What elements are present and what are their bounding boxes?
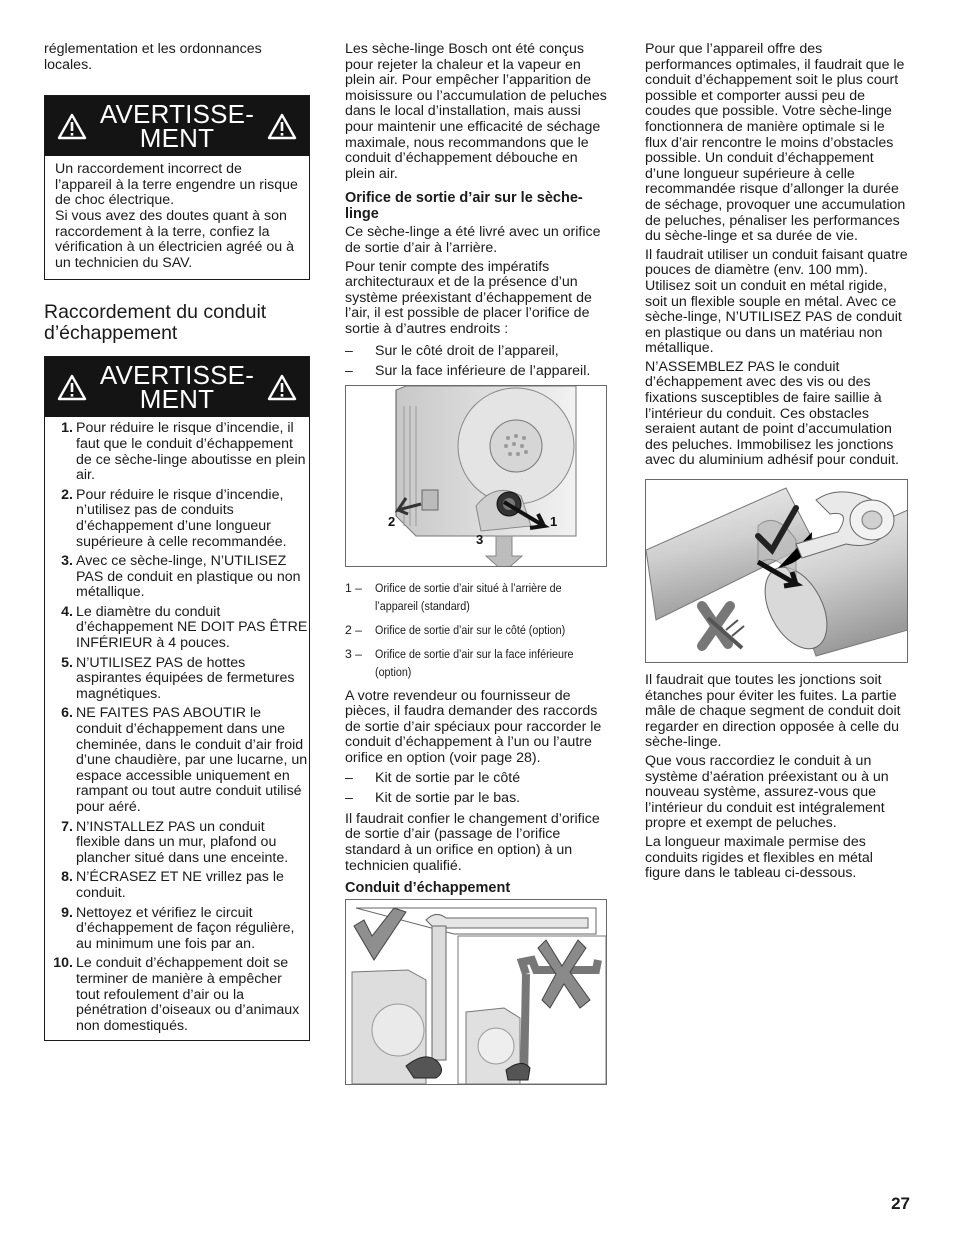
list-number: 2. [61,486,73,503]
warning-box-exhaust [44,356,310,1041]
list-number: 1. [61,420,73,437]
list-item: – Sur le côté droit de l’appareil, [345,344,607,360]
body-text: La longueur maximale permise des conduits rigides et flexibles en métal figure dans le tableau ci-dessous. [645,833,873,882]
subheading-exhaust-duct: Conduit d’échappement [345,880,511,897]
page-number: 27 [891,1194,910,1213]
figure-label-2: 2 [388,513,396,529]
body-text: Pour tenir compte des impératifs architecturaux et de la présence d’un système préexistant d’échappement de l’air, il est possible de placer l’orifice de sortie à d’autres endroits : [345,258,592,337]
list-number: 7. [61,818,73,835]
warning-body [45,156,309,279]
list-item: – Kit de sortie par le bas. [345,791,607,807]
column-right [645,42,908,882]
warning-triangle-icon [267,374,297,401]
warning-list-item [45,956,309,1034]
duct-joint-illustration [645,479,908,663]
body-text: Il faudrait utiliser un conduit faisant quatre pouces de diamètre (env. 100 mm). Utilisez soit un conduit en métal rigide, soit un flexible souple en métal. Avec ce sèche-linge, N’UTILISEZ PAS de conduit en plastique ou dans un matériau non métallique. [645,246,908,357]
list-item: – Sur la face inférieure de l’appareil. [345,364,607,380]
warning-list [45,421,309,1040]
warning-list-item [45,421,309,483]
body-text: Ce sèche-linge a été livré avec un orifice de sortie d’air à l’arrière. [345,224,601,256]
warning-list-item [45,820,309,867]
subheading-outlet: Orifice de sortie d’air sur le sèche-linge [345,190,583,223]
list-number: 10. [53,955,73,972]
list-text: N’INSTALLEZ PAS un conduit flexible dans un mur, plafond ou plancher situé dans une enceinte. [76,818,289,866]
warning-triangle-icon [57,374,87,401]
body-text: Il faudrait que toutes les jonctions soit étanches pour éviter les fuites. La partie mâle de chaque segment de conduit doit regarder en direction opposée à celle du sèche-linge. [645,672,901,751]
list-text: Le diamètre du conduit d’échappement NE DOIT PAS ÊTRE INFÉRIEUR à 4 pouces. [76,603,308,652]
list-text: Le conduit d’échappement doit se terminer de manière à empêcher tout refoulement d’air ou la pénétration d’oiseaux ou d’animaux non domestiqués. [76,955,300,1034]
body-text: A votre revendeur ou fournisseur de pièces, il faudra demander des raccords de sortie d’air spéciaux pour raccorder le conduit d’échappement à l’un ou l’autre orifice en option (voir page 28). [345,687,602,767]
body-text: N’ASSEMBLEZ PAS le conduit d’échappement avec des vis ou des fixations susceptibles de faire saillie à l’intérieur du conduit. Ces obstacles seraient autant de point d’accumulation des peluches. Immobilisez les jonctions avec du aluminium adhésif pour conduit. [645,358,899,469]
warning-list-item [45,488,309,550]
dryer-back-drawing [346,386,606,566]
legend-key: 1 – [345,580,362,595]
list-text: N’UTILISEZ PAS de hottes aspirantes équipées de fermetures magnétiques. [76,654,295,702]
warning-text: Si vous avez des doutes quant à son raccordement à la terre, confiez la vérification à un électricien agréé ou à un technicien du SAV. [55,207,294,271]
dryer-outlet-illustration [345,385,607,567]
list-number: 3. [61,553,73,570]
warning-title: AVERTISSE- MENT [99,360,255,415]
warning-text: Un raccordement incorrect de l’appareil à la terre engendre un risque de choc électrique. [55,161,298,209]
dash-list-kits [345,771,607,807]
warning-list-item [45,870,309,901]
list-number: 8. [61,869,73,886]
legend-row [345,621,607,639]
intro-text: réglementation et les ordonnances locales. [44,41,262,73]
dash-list-locations [345,344,607,380]
warning-list-item [45,605,309,652]
list-text: Pour réduire le risque d’incendie, n’utilisez pas de conduits d’échappement d’une longueur supérieure à celle recommandée. [76,486,287,550]
body-text: Que vous raccordiez le conduit à un système d’aération préexistant ou à un nouveau système, assurez-vous que l’intérieur du conduit est intégralement propre et exempt de peluches. [645,753,889,832]
list-text: Pour réduire le risque d’incendie, il faut que le conduit d’échappement de ce sèche-linge aboutisse en plein air. [76,420,306,484]
body-text: Les sèche-linge Bosch ont été conçus pour rejeter la chaleur et la vapeur en plein air. Pour empêcher l’apparition de moisissure ou l’accumulation de peluches dans le local d’installation, mais aussi pour maintenir une efficacité de séchage maximale, nous recommandons que le conduit d’échappement débouche en plein air. [345,41,607,182]
warning-list-item [45,554,309,601]
warning-list-item [45,906,309,953]
warning-list-item [45,656,309,703]
body-text: Il faudrait confier le changement d’orifice de sortie d’air (passage de l’orifice standard à un orifice en option) à un technicien qualifié. [345,810,600,874]
legend-row [345,579,607,615]
warning-box-grounding [44,95,310,280]
list-number: 4. [61,603,73,620]
legend-text: Orifice de sortie d’air sur le côté (option) [375,622,566,637]
warning-list-item [45,706,309,815]
exhaust-duct-illustration [345,899,607,1085]
duct-tape-drawing [646,480,907,662]
legend-key: 3 – [345,646,362,661]
list-number: 6. [61,705,73,722]
list-text: NE FAITES PAS ABOUTIR le conduit d’échappement dans une cheminée, dans le conduit d’air froid d’une chaudière, par une lucarne, un espace accessible uniquement en rampant ou tout autre conduit utilisé pour aéré. [76,705,308,815]
figure-legend [345,579,607,681]
figure-label-1: 1 [550,513,558,529]
list-number: 5. [61,654,73,671]
list-text: Avec ce sèche-linge, N’UTILISEZ PAS de conduit en plastique ou non métallique. [76,553,301,601]
list-text: N’ÉCRASEZ ET NE vrillez pas le conduit. [76,869,284,901]
warning-triangle-icon [267,113,297,140]
legend-text: Orifice de sortie d’air sur la face inférieure (option) [375,646,574,679]
warning-header [45,357,309,417]
legend-row [345,645,607,681]
legend-text: Orifice de sortie d’air situé à l’arrière de l’appareil (standard) [375,580,562,613]
column-left [44,42,310,1041]
list-item: – Kit de sortie par le côté [345,771,607,787]
body-text: Pour que l’appareil offre des performances optimales, il faudrait que le conduit d’échappement soit le plus court possible et comporter aussi peu de coudes que possible. Votre sèche-linge fonctionnera de manière optimale si le flux d’air rencontre le moins d’obstacles possible. Un conduit d’échappement d’une longueur supérieure à celle recommandée risque d’allonger la durée de séchage, provoquer une accumulation de peluches, pénaliser les performances du sèche-linge et sa durée de vie. [645,41,906,245]
warning-header [45,96,309,156]
column-middle [345,42,607,1085]
duct-routing-drawing [346,900,606,1084]
list-number: 9. [61,904,73,921]
figure-label-3: 3 [476,531,484,547]
list-text: Nettoyez et vérifiez le circuit d’échappement de façon régulière, au minimum une fois par an. [76,904,295,952]
warning-title: AVERTISSE- MENT [99,99,255,154]
legend-key: 2 – [345,622,362,637]
section-title: Raccordement du conduit d’échappement [44,301,267,345]
warning-triangle-icon [57,113,87,140]
